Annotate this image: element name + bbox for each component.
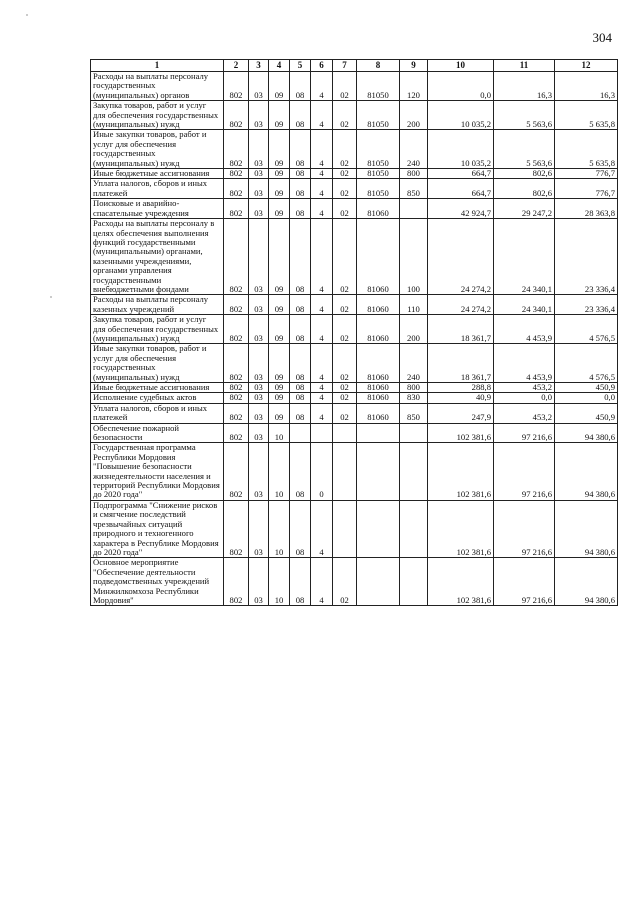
row-amount-year-1: 664,7 xyxy=(428,179,494,199)
row-item-name: Уплата налогов, сборов и иных платежей xyxy=(91,179,224,199)
column-header: 11 xyxy=(494,60,555,72)
row-code-direction: 81060 xyxy=(357,383,400,393)
row-amount-year-3: 23 336,4 xyxy=(555,219,618,295)
row-code-expense-type: 120 xyxy=(400,72,428,101)
row-amount-year-2: 24 340,1 xyxy=(494,219,555,295)
row-code-subsection: 10 xyxy=(269,500,290,557)
column-header: 10 xyxy=(428,60,494,72)
row-code-direction: 81050 xyxy=(357,179,400,199)
row-amount-year-3: 23 336,4 xyxy=(555,295,618,315)
table-row xyxy=(91,393,618,403)
row-code-program: 08 xyxy=(290,179,311,199)
row-code-activity: 02 xyxy=(333,219,357,295)
row-amount-year-3: 16,3 xyxy=(555,72,618,101)
row-code-subsection: 09 xyxy=(269,130,290,169)
row-amount-year-3: 28 363,8 xyxy=(555,199,618,219)
row-code-expense-type: 200 xyxy=(400,315,428,344)
row-code-program: 08 xyxy=(290,101,311,130)
table-row xyxy=(91,72,618,101)
row-code-activity: 02 xyxy=(333,315,357,344)
row-code-admin: 802 xyxy=(224,72,249,101)
row-amount-year-2: 29 247,2 xyxy=(494,199,555,219)
row-amount-year-2: 5 563,6 xyxy=(494,130,555,169)
row-code-expense-type xyxy=(400,558,428,606)
row-code-subsection: 09 xyxy=(269,344,290,383)
row-code-admin: 802 xyxy=(224,130,249,169)
row-code-subsection: 10 xyxy=(269,558,290,606)
row-code-admin: 802 xyxy=(224,199,249,219)
row-amount-year-3: 94 380,6 xyxy=(555,423,618,443)
row-code-subsection: 09 xyxy=(269,179,290,199)
row-code-subprogram: 4 xyxy=(311,393,333,403)
row-code-admin: 802 xyxy=(224,101,249,130)
column-header: 6 xyxy=(311,60,333,72)
scan-speck xyxy=(50,296,52,298)
row-amount-year-1: 102 381,6 xyxy=(428,500,494,557)
row-code-expense-type xyxy=(400,423,428,443)
row-code-admin: 802 xyxy=(224,393,249,403)
row-item-name: Иные бюджетные ассигнования xyxy=(91,169,224,179)
column-header: 9 xyxy=(400,60,428,72)
row-code-section: 03 xyxy=(249,169,269,179)
row-code-expense-type: 850 xyxy=(400,179,428,199)
row-item-name: Иные закупки товаров, работ и услуг для обеспечения государственных (муниципальных) нужд xyxy=(91,344,224,383)
row-code-program: 08 xyxy=(290,169,311,179)
row-item-name: Поисковые и аварийно-спасательные учреждения xyxy=(91,199,224,219)
row-code-direction: 81060 xyxy=(357,219,400,295)
row-code-subprogram: 4 xyxy=(311,101,333,130)
row-code-activity: 02 xyxy=(333,179,357,199)
row-code-subsection: 09 xyxy=(269,199,290,219)
row-code-subsection: 09 xyxy=(269,219,290,295)
row-amount-year-3: 5 635,8 xyxy=(555,130,618,169)
row-code-direction: 81060 xyxy=(357,295,400,315)
table-row xyxy=(91,295,618,315)
row-code-section: 03 xyxy=(249,558,269,606)
row-code-program: 08 xyxy=(290,199,311,219)
row-code-program: 08 xyxy=(290,558,311,606)
row-code-subsection: 09 xyxy=(269,295,290,315)
row-code-subprogram: 4 xyxy=(311,72,333,101)
table-row xyxy=(91,101,618,130)
row-code-program: 08 xyxy=(290,72,311,101)
column-header: 5 xyxy=(290,60,311,72)
row-item-name: Основное мероприятие "Обеспечение деятельности подведомственных учреждений Минжилкомхоза Республики Мордовия" xyxy=(91,558,224,606)
row-code-direction: 81060 xyxy=(357,403,400,423)
row-code-section: 03 xyxy=(249,393,269,403)
table-row xyxy=(91,403,618,423)
row-code-admin: 802 xyxy=(224,179,249,199)
row-code-direction: 81060 xyxy=(357,344,400,383)
row-code-program: 08 xyxy=(290,443,311,500)
row-item-name: Иные бюджетные ассигнования xyxy=(91,383,224,393)
row-code-direction: 81060 xyxy=(357,393,400,403)
row-code-admin: 802 xyxy=(224,315,249,344)
row-amount-year-2: 802,6 xyxy=(494,179,555,199)
row-code-expense-type: 100 xyxy=(400,219,428,295)
row-amount-year-2: 97 216,6 xyxy=(494,558,555,606)
row-code-section: 03 xyxy=(249,500,269,557)
row-code-admin: 802 xyxy=(224,344,249,383)
row-code-expense-type: 240 xyxy=(400,344,428,383)
row-code-subprogram: 4 xyxy=(311,295,333,315)
column-header: 8 xyxy=(357,60,400,72)
row-amount-year-1: 24 274,2 xyxy=(428,295,494,315)
table-body xyxy=(91,72,618,606)
row-amount-year-1: 10 035,2 xyxy=(428,101,494,130)
row-item-name: Подпрограмма "Снижение рисков и смягчение последствий чрезвычайных ситуаций природного и техногенного характера в Республике Мордовия до 2020 года" xyxy=(91,500,224,557)
row-amount-year-2: 5 563,6 xyxy=(494,101,555,130)
row-amount-year-3: 4 576,5 xyxy=(555,315,618,344)
table-row xyxy=(91,315,618,344)
row-code-subprogram: 4 xyxy=(311,403,333,423)
row-code-expense-type xyxy=(400,199,428,219)
row-amount-year-2: 4 453,9 xyxy=(494,344,555,383)
row-code-subsection: 09 xyxy=(269,101,290,130)
table-row xyxy=(91,423,618,443)
row-code-subprogram: 4 xyxy=(311,558,333,606)
row-code-activity xyxy=(333,423,357,443)
row-code-program: 08 xyxy=(290,393,311,403)
row-code-admin: 802 xyxy=(224,219,249,295)
row-code-admin: 802 xyxy=(224,169,249,179)
row-code-activity: 02 xyxy=(333,199,357,219)
column-header: 3 xyxy=(249,60,269,72)
budget-table-container xyxy=(90,59,617,606)
row-code-subprogram: 4 xyxy=(311,383,333,393)
row-amount-year-3: 0,0 xyxy=(555,393,618,403)
table-row xyxy=(91,130,618,169)
row-code-subsection: 10 xyxy=(269,423,290,443)
row-code-expense-type: 800 xyxy=(400,383,428,393)
row-code-admin: 802 xyxy=(224,403,249,423)
row-code-direction xyxy=(357,558,400,606)
row-code-section: 03 xyxy=(249,383,269,393)
column-header: 12 xyxy=(555,60,618,72)
column-header: 7 xyxy=(333,60,357,72)
row-code-subprogram: 4 xyxy=(311,219,333,295)
row-item-name: Расходы на выплаты персоналу государственных (муниципальных) органов xyxy=(91,72,224,101)
row-amount-year-3: 450,9 xyxy=(555,403,618,423)
column-header: 1 xyxy=(91,60,224,72)
row-code-subprogram: 0 xyxy=(311,443,333,500)
row-code-section: 03 xyxy=(249,130,269,169)
row-code-program: 08 xyxy=(290,344,311,383)
row-code-program: 08 xyxy=(290,315,311,344)
row-code-activity: 02 xyxy=(333,169,357,179)
row-item-name: Исполнение судебных актов xyxy=(91,393,224,403)
row-item-name: Расходы на выплаты персоналу казенных учреждений xyxy=(91,295,224,315)
row-code-subprogram: 4 xyxy=(311,500,333,557)
row-amount-year-3: 776,7 xyxy=(555,169,618,179)
table-row xyxy=(91,443,618,500)
row-code-section: 03 xyxy=(249,199,269,219)
row-code-program: 08 xyxy=(290,219,311,295)
row-code-subsection: 09 xyxy=(269,393,290,403)
row-code-subprogram xyxy=(311,423,333,443)
row-code-subsection: 09 xyxy=(269,72,290,101)
row-code-activity: 02 xyxy=(333,295,357,315)
row-code-expense-type: 850 xyxy=(400,403,428,423)
row-code-section: 03 xyxy=(249,344,269,383)
row-item-name: Государственная программа Республики Мордовия "Повышение безопасности жизнедеятельности населения и территорий Республики Мордовия до 2020 года" xyxy=(91,443,224,500)
row-amount-year-2: 453,2 xyxy=(494,383,555,393)
row-amount-year-3: 776,7 xyxy=(555,179,618,199)
row-item-name: Закупка товаров, работ и услуг для обеспечения государственных (муниципальных) нужд xyxy=(91,315,224,344)
row-amount-year-2: 802,6 xyxy=(494,169,555,179)
row-code-subsection: 10 xyxy=(269,443,290,500)
row-code-subprogram: 4 xyxy=(311,315,333,344)
row-code-direction: 81050 xyxy=(357,130,400,169)
table-row xyxy=(91,199,618,219)
row-amount-year-2: 4 453,9 xyxy=(494,315,555,344)
row-code-subprogram: 4 xyxy=(311,179,333,199)
row-code-section: 03 xyxy=(249,179,269,199)
row-amount-year-2: 16,3 xyxy=(494,72,555,101)
row-code-admin: 802 xyxy=(224,558,249,606)
row-code-section: 03 xyxy=(249,295,269,315)
row-code-direction xyxy=(357,443,400,500)
page-number: 304 xyxy=(592,30,612,45)
row-item-name: Иные закупки товаров, работ и услуг для обеспечения государственных (муниципальных) нужд xyxy=(91,130,224,169)
row-amount-year-1: 0,0 xyxy=(428,72,494,101)
row-code-direction: 81050 xyxy=(357,101,400,130)
column-header: 2 xyxy=(224,60,249,72)
budget-table xyxy=(90,59,618,606)
row-amount-year-1: 102 381,6 xyxy=(428,423,494,443)
row-code-section: 03 xyxy=(249,423,269,443)
row-amount-year-3: 4 576,5 xyxy=(555,344,618,383)
table-row xyxy=(91,500,618,557)
table-row xyxy=(91,383,618,393)
row-code-subprogram: 4 xyxy=(311,130,333,169)
row-amount-year-1: 40,9 xyxy=(428,393,494,403)
row-code-section: 03 xyxy=(249,403,269,423)
row-code-subprogram: 4 xyxy=(311,344,333,383)
row-item-name: Обеспечение пожарной безопасности xyxy=(91,423,224,443)
row-code-subsection: 09 xyxy=(269,315,290,344)
table-row xyxy=(91,219,618,295)
row-amount-year-1: 102 381,6 xyxy=(428,558,494,606)
scan-speck xyxy=(26,14,28,16)
row-code-activity xyxy=(333,500,357,557)
row-code-expense-type: 240 xyxy=(400,130,428,169)
row-code-activity: 02 xyxy=(333,101,357,130)
row-amount-year-3: 5 635,8 xyxy=(555,101,618,130)
row-amount-year-1: 664,7 xyxy=(428,169,494,179)
row-amount-year-1: 288,8 xyxy=(428,383,494,393)
row-amount-year-2: 97 216,6 xyxy=(494,443,555,500)
row-code-program xyxy=(290,423,311,443)
row-amount-year-2: 97 216,6 xyxy=(494,500,555,557)
row-code-subsection: 09 xyxy=(269,383,290,393)
row-code-activity: 02 xyxy=(333,130,357,169)
row-code-section: 03 xyxy=(249,219,269,295)
row-amount-year-3: 94 380,6 xyxy=(555,558,618,606)
row-code-section: 03 xyxy=(249,72,269,101)
row-amount-year-2: 24 340,1 xyxy=(494,295,555,315)
row-code-expense-type: 830 xyxy=(400,393,428,403)
row-code-activity: 02 xyxy=(333,383,357,393)
row-code-direction xyxy=(357,500,400,557)
row-code-activity: 02 xyxy=(333,344,357,383)
table-row xyxy=(91,558,618,606)
row-code-program: 08 xyxy=(290,130,311,169)
row-code-expense-type xyxy=(400,443,428,500)
row-amount-year-1: 10 035,2 xyxy=(428,130,494,169)
row-amount-year-1: 24 274,2 xyxy=(428,219,494,295)
row-code-expense-type: 800 xyxy=(400,169,428,179)
row-code-activity: 02 xyxy=(333,393,357,403)
row-code-expense-type xyxy=(400,500,428,557)
row-code-subprogram: 4 xyxy=(311,169,333,179)
row-amount-year-1: 247,9 xyxy=(428,403,494,423)
row-code-expense-type: 200 xyxy=(400,101,428,130)
row-code-subsection: 09 xyxy=(269,403,290,423)
row-item-name: Закупка товаров, работ и услуг для обеспечения государственных (муниципальных) нужд xyxy=(91,101,224,130)
row-code-subprogram: 4 xyxy=(311,199,333,219)
row-amount-year-2: 97 216,6 xyxy=(494,423,555,443)
table-row xyxy=(91,179,618,199)
row-code-program: 08 xyxy=(290,403,311,423)
row-code-expense-type: 110 xyxy=(400,295,428,315)
table-row xyxy=(91,344,618,383)
row-code-direction xyxy=(357,423,400,443)
row-code-activity: 02 xyxy=(333,403,357,423)
row-code-section: 03 xyxy=(249,315,269,344)
row-amount-year-3: 450,9 xyxy=(555,383,618,393)
row-amount-year-2: 0,0 xyxy=(494,393,555,403)
row-code-program: 08 xyxy=(290,500,311,557)
row-code-direction: 81050 xyxy=(357,169,400,179)
row-code-admin: 802 xyxy=(224,423,249,443)
row-code-direction: 81050 xyxy=(357,72,400,101)
row-item-name: Расходы на выплаты персоналу в целях обеспечения выполнения функций государственными (муниципальными) органами, казенными учреждениями, органами управления государственными внебюджетными фондами xyxy=(91,219,224,295)
row-code-activity: 02 xyxy=(333,558,357,606)
row-amount-year-3: 94 380,6 xyxy=(555,500,618,557)
row-code-activity: 02 xyxy=(333,72,357,101)
row-amount-year-2: 453,2 xyxy=(494,403,555,423)
row-code-section: 03 xyxy=(249,101,269,130)
row-code-admin: 802 xyxy=(224,500,249,557)
row-code-subsection: 09 xyxy=(269,169,290,179)
column-header: 4 xyxy=(269,60,290,72)
row-amount-year-3: 94 380,6 xyxy=(555,443,618,500)
row-amount-year-1: 18 361,7 xyxy=(428,344,494,383)
row-item-name: Уплата налогов, сборов и иных платежей xyxy=(91,403,224,423)
row-code-program: 08 xyxy=(290,383,311,393)
table-header-row xyxy=(91,60,618,72)
row-code-section: 03 xyxy=(249,443,269,500)
row-code-admin: 802 xyxy=(224,383,249,393)
table-row xyxy=(91,169,618,179)
row-amount-year-1: 42 924,7 xyxy=(428,199,494,219)
row-code-admin: 802 xyxy=(224,295,249,315)
row-code-activity xyxy=(333,443,357,500)
row-amount-year-1: 18 361,7 xyxy=(428,315,494,344)
row-code-program: 08 xyxy=(290,295,311,315)
row-amount-year-1: 102 381,6 xyxy=(428,443,494,500)
row-code-direction: 81060 xyxy=(357,315,400,344)
row-code-admin: 802 xyxy=(224,443,249,500)
row-code-direction: 81060 xyxy=(357,199,400,219)
